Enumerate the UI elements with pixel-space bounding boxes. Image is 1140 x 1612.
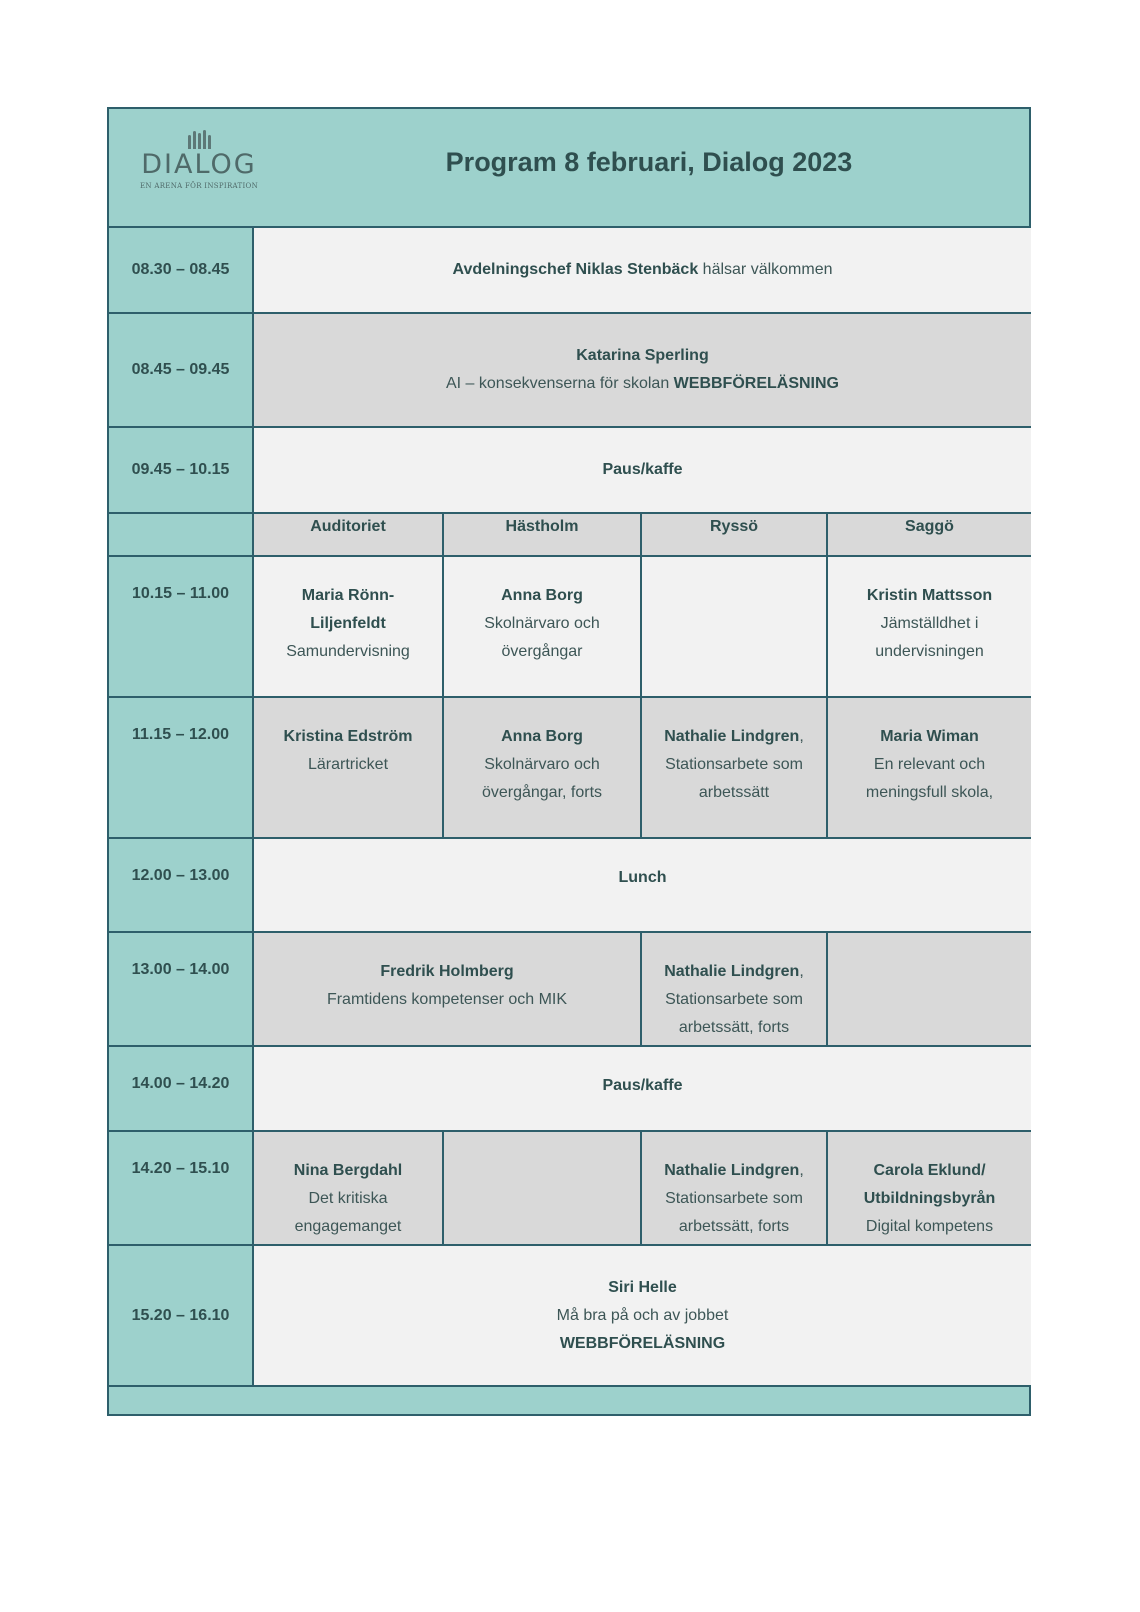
session-topic: Det kritiska <box>308 1190 388 1207</box>
session-cell <box>640 933 826 1045</box>
session-topic: Skolnärvaro och <box>484 756 600 773</box>
session-topic: övergångar, forts <box>481 784 603 801</box>
session-topic: engagemanget <box>294 1218 402 1235</box>
break-cell: Paus/kaffe <box>254 428 1031 512</box>
speaker-name: Nina Bergdahl <box>293 1162 403 1179</box>
session-text: hälsar välkommen <box>698 261 833 278</box>
speaker-name: Katarina Sperling <box>576 347 709 364</box>
time-slot: 10.15 – 11.00 <box>109 557 254 696</box>
speaker-name: Carola Eklund/ <box>873 1162 986 1179</box>
webinar-tag: WEBBFÖRELÄSNING <box>559 1334 726 1352</box>
room-hastholm: Hästholm <box>442 514 640 555</box>
session-topic: Jämställdhet i <box>880 615 979 632</box>
speaker-name: Utbildningsbyrån <box>863 1190 996 1207</box>
session-cell <box>640 698 826 837</box>
session-topic: arbetssätt, forts <box>678 1218 790 1235</box>
keynote-cell <box>254 314 1031 426</box>
speaker-name: Fredrik Holmberg <box>380 963 514 980</box>
logo-tagline: EN ARENA FÖR INSPIRATION <box>140 182 258 190</box>
schedule-row <box>109 228 1029 314</box>
session-topic: Skolnärvaro och <box>484 615 600 632</box>
empty-cell <box>826 933 1031 1045</box>
rooms-row <box>109 514 1029 557</box>
time-slot: 09.45 – 10.15 <box>109 428 254 512</box>
session-topic: Stationsarbete som <box>665 1190 803 1207</box>
speaker-name: Anna Borg <box>501 587 583 604</box>
name-comma: , <box>799 963 804 980</box>
room-saggo: Saggö <box>826 514 1031 555</box>
session-cell <box>640 1132 826 1244</box>
room-auditoriet: Auditoriet <box>254 514 442 555</box>
empty-cell <box>442 1132 640 1244</box>
speaker-name: Nathalie Lindgren <box>664 728 800 745</box>
session-topic: Stationsarbete som <box>665 756 803 773</box>
break-cell: Paus/kaffe <box>254 1047 1031 1130</box>
session-cell <box>254 698 442 837</box>
time-slot: 11.15 – 12.00 <box>109 698 254 837</box>
table-footer <box>109 1387 1029 1414</box>
session-topic: övergångar <box>501 643 583 660</box>
schedule-row <box>109 557 1029 698</box>
time-slot-empty <box>109 514 254 555</box>
session-topic: Lärartricket <box>307 756 389 773</box>
table-header <box>109 109 1029 228</box>
schedule-row <box>109 1246 1029 1387</box>
schedule-row <box>109 1132 1029 1246</box>
session-topic: meningsfull skola, <box>865 784 994 801</box>
session-topic: Digital kompetens <box>865 1218 994 1235</box>
speaker-name: Kristina Edström <box>283 728 413 745</box>
time-slot: 13.00 – 14.00 <box>109 933 254 1045</box>
session-cell <box>442 557 640 696</box>
session-cell <box>442 698 640 837</box>
schedule-row <box>109 839 1029 933</box>
speaker-name: Anna Borg <box>501 728 583 745</box>
people-icon <box>139 125 259 149</box>
session-cell <box>826 698 1031 837</box>
name-comma: , <box>799 1162 804 1179</box>
session-cell <box>254 557 442 696</box>
room-rysso: Ryssö <box>640 514 826 555</box>
session-topic: Stationsarbete som <box>665 991 803 1008</box>
empty-cell <box>640 557 826 696</box>
time-slot: 15.20 – 16.10 <box>109 1246 254 1385</box>
session-cell <box>826 557 1031 696</box>
keynote-cell <box>254 1246 1031 1385</box>
speaker-name: Nathalie Lindgren <box>664 1162 800 1179</box>
speaker-name: Kristin Mattsson <box>866 587 993 604</box>
session-topic: En relevant och <box>873 756 986 773</box>
schedule-row <box>109 698 1029 839</box>
speaker-name: Nathalie Lindgren <box>664 963 800 980</box>
dialog-logo <box>139 125 259 191</box>
time-slot: 12.00 – 13.00 <box>109 839 254 931</box>
time-slot: 08.30 – 08.45 <box>109 228 254 312</box>
lunch-cell: Lunch <box>254 839 1031 931</box>
session-cell <box>826 1132 1031 1244</box>
session-topic: arbetssätt, forts <box>678 1019 790 1036</box>
speaker-name: Avdelningschef Niklas Stenbäck <box>452 261 699 278</box>
welcome-cell <box>254 228 1031 312</box>
schedule-row <box>109 1047 1029 1132</box>
session-topic: Samundervisning <box>286 643 410 660</box>
schedule-row <box>109 314 1029 428</box>
name-comma: , <box>799 728 804 745</box>
session-cell <box>254 933 640 1045</box>
schedule-row <box>109 933 1029 1047</box>
time-slot: 14.20 – 15.10 <box>109 1132 254 1244</box>
speaker-name: Maria Rönn- <box>301 587 395 604</box>
schedule-row <box>109 428 1029 514</box>
page-title: Program 8 februari, Dialog 2023 <box>445 147 853 177</box>
session-topic: AI – konsekvenserna för skolan <box>445 375 674 392</box>
speaker-name: Liljenfeldt <box>310 615 386 632</box>
session-topic: Framtidens kompetenser och MIK <box>326 991 568 1008</box>
session-topic: arbetssätt <box>698 784 770 801</box>
session-topic: Må bra på och av jobbet <box>556 1306 729 1324</box>
speaker-name: Siri Helle <box>608 1278 677 1296</box>
time-slot: 14.00 – 14.20 <box>109 1047 254 1130</box>
webinar-tag: WEBBFÖRELÄSNING <box>673 375 839 392</box>
time-slot: 08.45 – 09.45 <box>109 314 254 426</box>
program-table <box>107 107 1031 1416</box>
session-cell <box>254 1132 442 1244</box>
session-topic: undervisningen <box>875 643 984 660</box>
speaker-name: Maria Wiman <box>880 728 979 745</box>
logo-word: DIALOG <box>141 149 257 180</box>
